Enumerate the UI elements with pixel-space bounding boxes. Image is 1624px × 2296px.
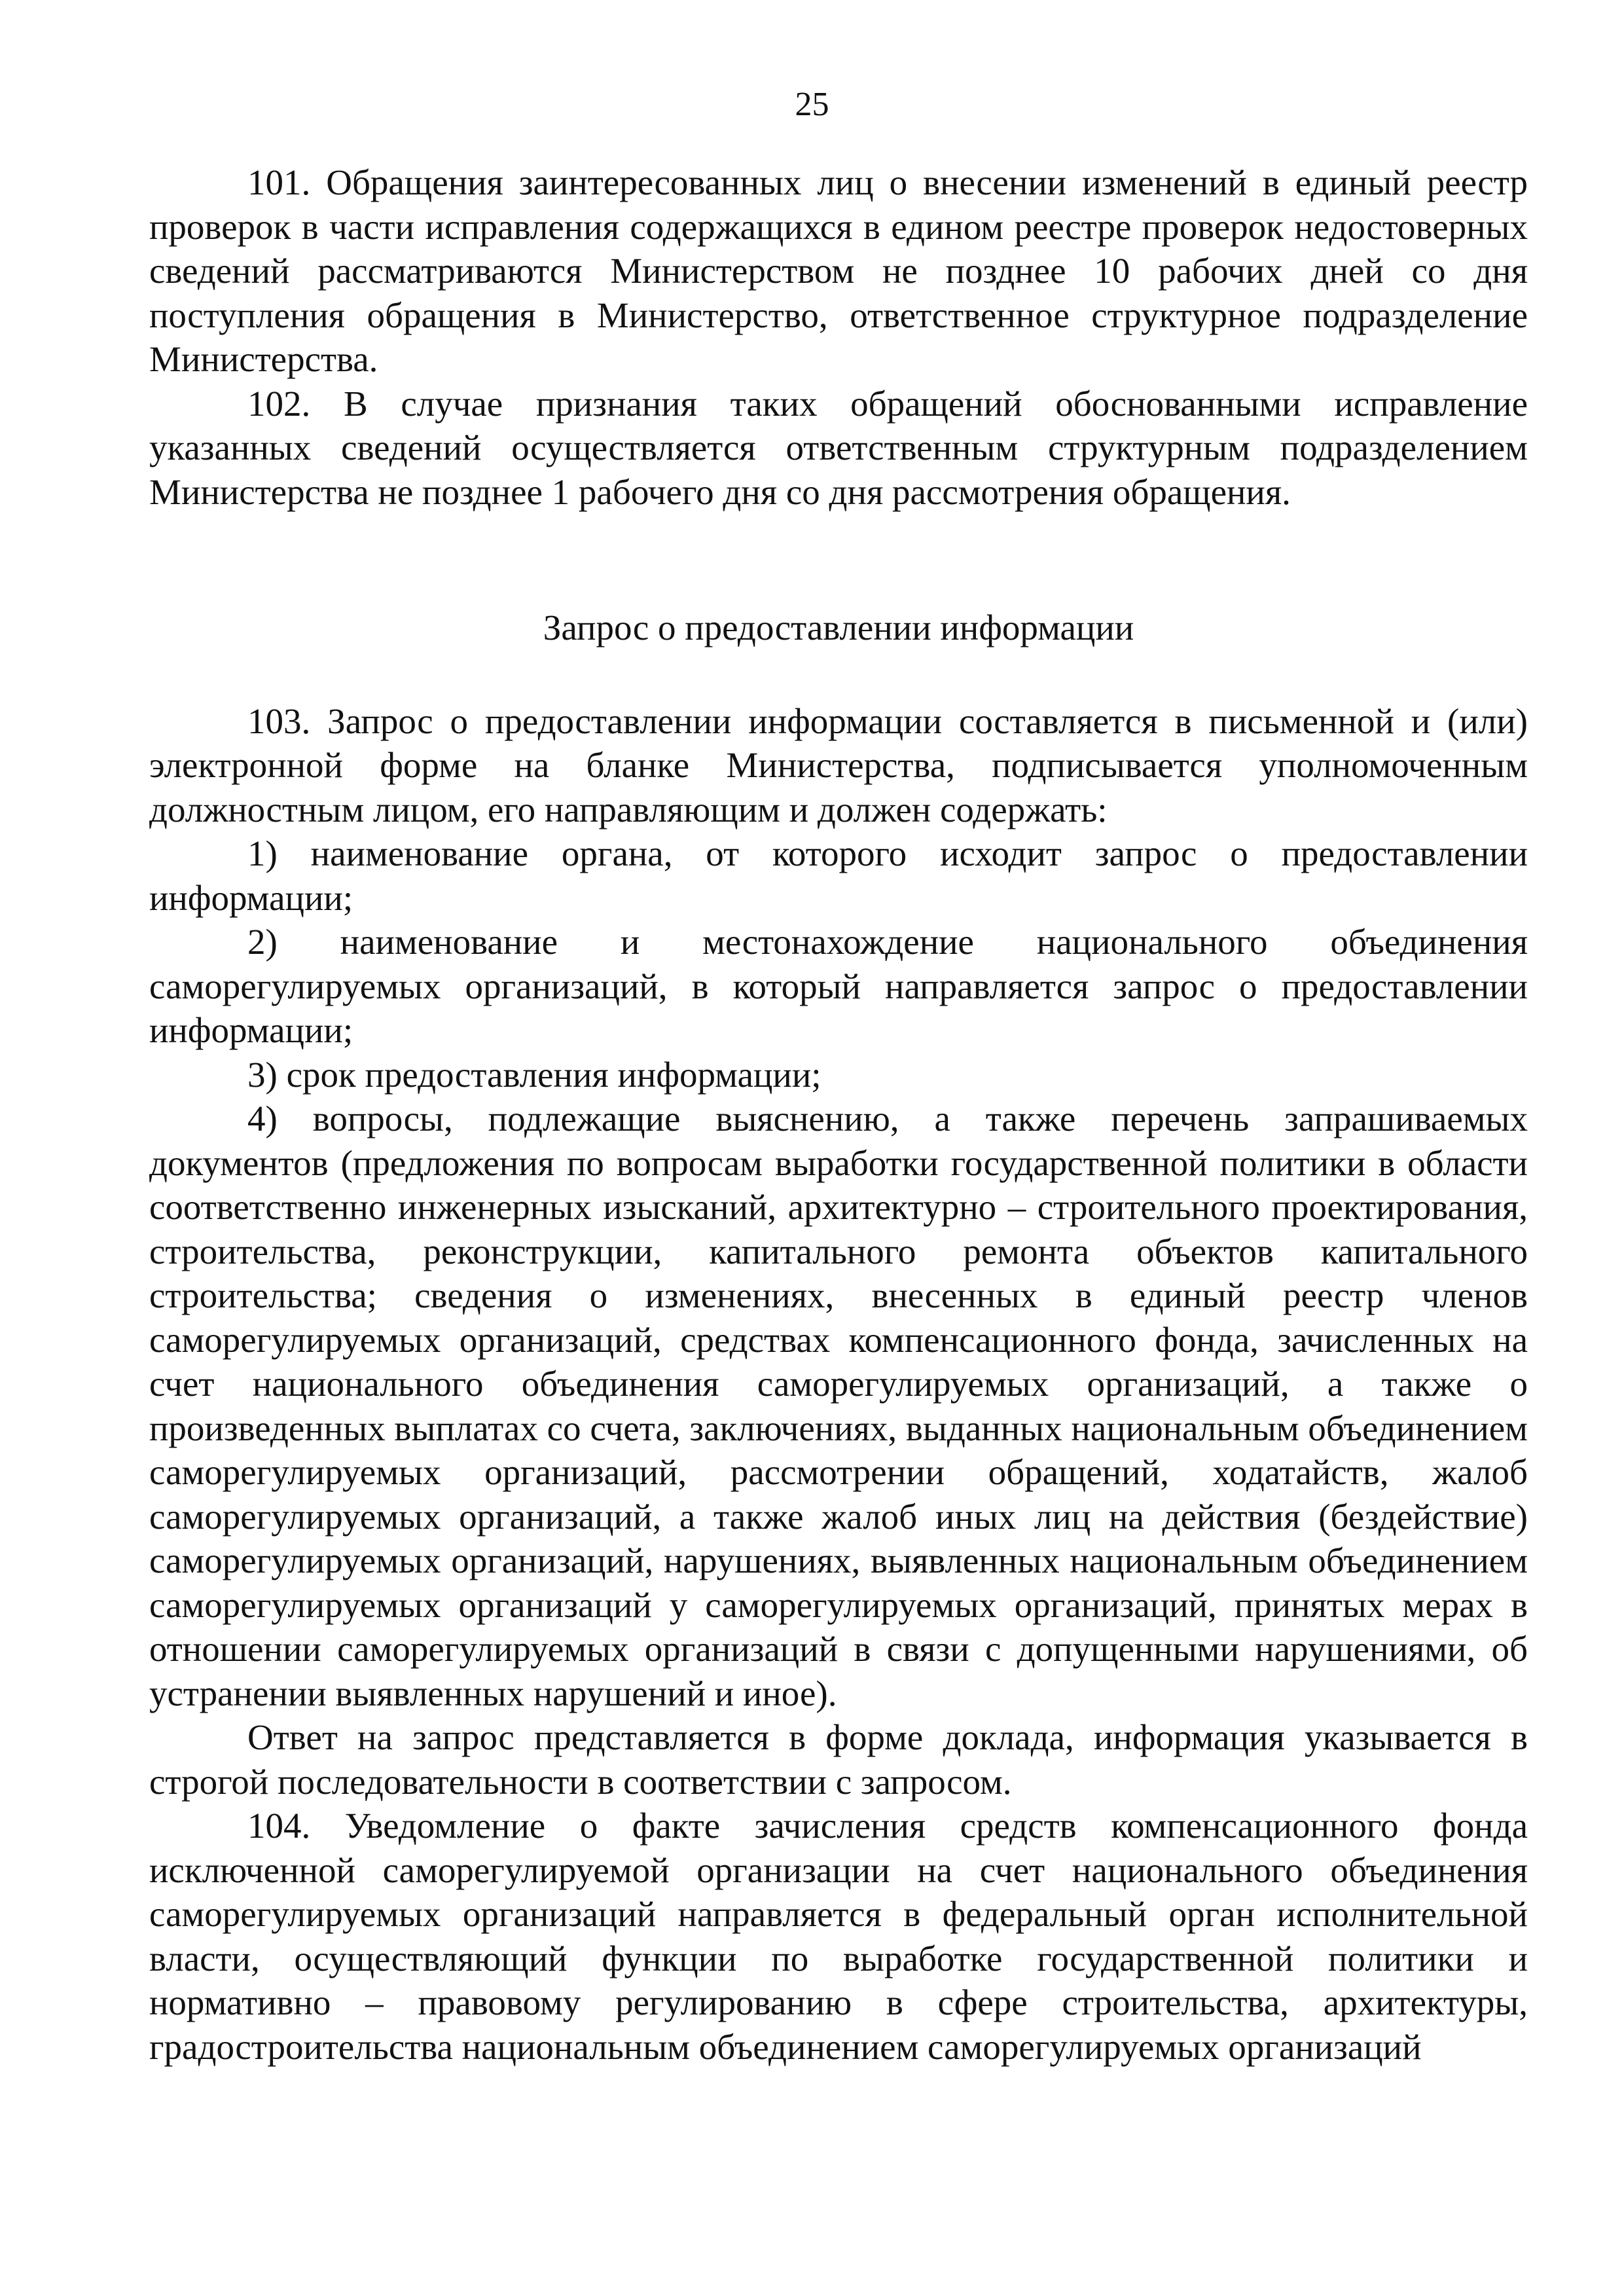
list-item-1: 1) наименование органа, от которого исходит запрос о предоставлении информации; — [149, 833, 1528, 918]
list-item-2: 2) наименование и местонахождение национального объединения саморегулируемых организаций, в который направляется запрос о предоставлении информации; — [149, 922, 1528, 1050]
list-item-3: 3) срок предоставления информации; — [247, 1054, 821, 1095]
section-heading: Запрос о предоставлении информации — [543, 608, 1134, 647]
paragraph-104: 104. Уведомление о факте зачисления средств компенсационного фонда исключенной саморегулируемой организации на счет национального объединения саморегулируемых организаций направляется в федеральный орган исполнительной власти, осуществляющий функции по выработке государственной политики и нормативно – правовому регулированию в сфере строительства, архитектуры, градостроительства национальным объединением саморегулируемых организаций — [149, 1806, 1528, 2067]
page-number: 25 — [795, 86, 829, 123]
paragraph-101: 101. Обращения заинтересованных лиц о внесении изменений в единый реестр проверок в части исправления содержащихся в едином реестре проверок недостоверных сведений рассматриваются Министерством не позднее 10 рабочих дней со дня поступления обращения в Министерство, ответственное структурное подразделение Министерства. — [149, 162, 1528, 379]
paragraph-102: 102. В случае признания таких обращений обоснованными исправление указанных сведений осуществляется ответственным структурным подразделением Министерства не позднее 1 рабочего дня со дня рассмотрения обращения. — [149, 383, 1528, 512]
paragraph-103: 103. Запрос о предоставлении информации составляется в письменной и (или) электронной форме на бланке Министерства, подписывается уполномоченным должностным лицом, его направляющим и должен содержать: — [149, 701, 1528, 829]
document-body — [149, 160, 1528, 2069]
list-item-4: 4) вопросы, подлежащие выяснению, а также перечень запрашиваемых документов (предложения по вопросам выработки государственной политики в области соответственно инженерных изысканий, архитектурно – строительного проектирования, строительства, реконструкции, капитального ремонта объектов капитального строительства; сведения о изменениях, внесенных в единый реестр членов саморегулируемых организаций, средствах компенсационного фонда, зачисленных на счет национального объединения саморегулируемых организаций, а также о произведенных выплатах со счета, заключениях, выданных национальным объединением саморегулируемых организаций, рассмотрении обращений, ходатайств, жалоб саморегулируемых организаций, а также жалоб иных лиц на действия (бездействие) саморегулируемых организаций, нарушениях, выявленных национальным объединением саморегулируемых организаций у саморегулируемых организаций, принятых мерах в отношении саморегулируемых организаций в связи с допущенными нарушениями, об устранении выявленных нарушений и иное). — [149, 1099, 1528, 1713]
paragraph-response: Ответ на запрос представляется в форме доклада, информация указывается в строгой последовательности в соответствии с запросом. — [149, 1717, 1528, 1802]
